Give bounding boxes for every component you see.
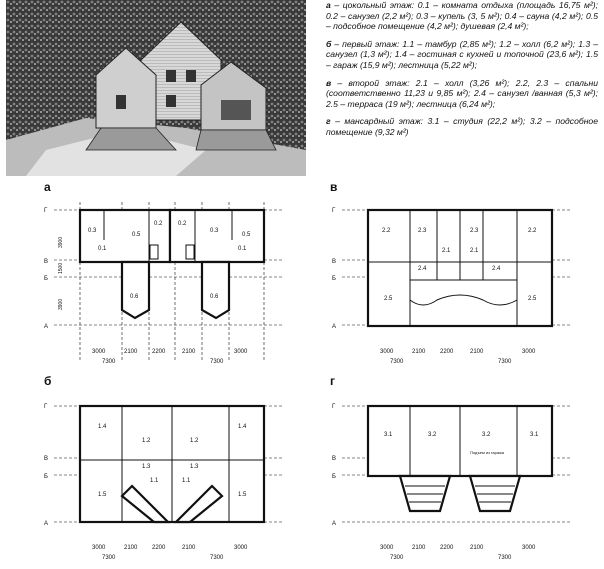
svg-text:А: А — [44, 521, 49, 527]
svg-text:1.2: 1.2 — [190, 438, 199, 444]
legend — [326, 0, 598, 145]
svg-text:7300: 7300 — [498, 555, 512, 561]
legend-item-b: б – первый этаж: 1.1 – тамбур (2,85 м²); 1.2 – холл (6,2 м²); 1.3 – санузел (1,3 м²); 1.4 – гостиная с кухней и топочной (23,6 м²); 1.5 – гараж (15,9 м²); лестница (5,22 м²); — [326, 38, 598, 70]
svg-text:А: А — [332, 324, 337, 330]
svg-text:2100: 2100 — [124, 545, 138, 551]
floor-plan-v — [330, 190, 580, 370]
house-photo — [6, 0, 306, 176]
svg-text:Б: Б — [44, 474, 48, 480]
svg-text:2.2: 2.2 — [528, 228, 537, 234]
plan-letter-a: а — [44, 180, 51, 194]
svg-text:7300: 7300 — [390, 555, 404, 561]
svg-text:2100: 2100 — [124, 349, 138, 355]
annotation-garage-stairs: Подъем из гаража — [470, 450, 504, 455]
svg-text:Г: Г — [44, 208, 48, 214]
svg-text:2.5: 2.5 — [528, 296, 537, 302]
floor-plan-a — [42, 190, 292, 370]
svg-text:А: А — [332, 521, 337, 527]
svg-text:3000: 3000 — [92, 349, 106, 355]
svg-text:2.4: 2.4 — [418, 266, 427, 272]
legend-item-v: в – второй этаж: 2.1 – холл (3,26 м²); 2.2, 2.3 – спальни (соответственно 11,23 и 9,85 м²); 2.4 – санузел /ванная (5,3 м²); 2.5 – терраса (19 м²); лестница (6,24 м²); — [326, 77, 598, 109]
svg-text:Б: Б — [44, 276, 48, 282]
svg-text:1.1: 1.1 — [150, 478, 159, 484]
svg-text:В: В — [44, 259, 49, 265]
svg-text:Г: Г — [332, 404, 336, 410]
svg-text:Б: Б — [332, 276, 336, 282]
svg-text:В: В — [44, 456, 49, 462]
svg-text:3000: 3000 — [380, 545, 394, 551]
svg-text:В: В — [332, 259, 337, 265]
svg-text:2200: 2200 — [440, 545, 454, 551]
plan-letter-v: в — [330, 180, 338, 194]
svg-text:1.4: 1.4 — [238, 424, 247, 430]
svg-text:0.5: 0.5 — [242, 232, 251, 238]
svg-text:Г: Г — [332, 208, 336, 214]
svg-text:0.2: 0.2 — [154, 221, 163, 227]
plan-letter-g: г — [330, 374, 335, 388]
svg-text:0.3: 0.3 — [210, 228, 219, 234]
svg-text:2100: 2100 — [470, 545, 484, 551]
svg-text:1.1: 1.1 — [182, 478, 191, 484]
svg-text:7300: 7300 — [102, 359, 116, 365]
svg-text:1.4: 1.4 — [98, 424, 107, 430]
svg-text:7300: 7300 — [498, 359, 512, 365]
svg-text:0.5: 0.5 — [132, 232, 141, 238]
svg-text:2.4: 2.4 — [492, 266, 501, 272]
svg-text:7300: 7300 — [102, 555, 116, 561]
svg-text:3900: 3900 — [58, 298, 64, 310]
svg-text:3000: 3000 — [380, 349, 394, 355]
svg-text:3.1: 3.1 — [530, 432, 539, 438]
svg-text:В: В — [332, 456, 337, 462]
svg-text:1.2: 1.2 — [142, 438, 151, 444]
svg-text:3000: 3000 — [234, 545, 248, 551]
svg-text:3.2: 3.2 — [428, 432, 437, 438]
svg-text:7300: 7300 — [210, 555, 224, 561]
svg-text:Г: Г — [44, 404, 48, 410]
svg-text:2100: 2100 — [412, 545, 426, 551]
svg-text:2.2: 2.2 — [382, 228, 391, 234]
svg-text:2.3: 2.3 — [470, 228, 479, 234]
svg-text:7300: 7300 — [390, 359, 404, 365]
svg-text:1.3: 1.3 — [142, 464, 151, 470]
svg-text:1.3: 1.3 — [190, 464, 199, 470]
svg-text:0.2: 0.2 — [178, 221, 187, 227]
legend-item-a: а – цокольный этаж: 0.1 – комната отдыха (площадь 16,75 м²); 0.2 – санузел (2,2 м²); 0.3 – купель (3, 5 м²); 0.4 – сауна (4,2 м²); 0.5 – подсобное помещение (4,2 м²); душевая (2,4 м²); — [326, 0, 598, 32]
svg-text:0.1: 0.1 — [238, 246, 247, 252]
svg-text:3000: 3000 — [522, 545, 536, 551]
svg-text:2.1: 2.1 — [470, 248, 479, 254]
svg-text:2200: 2200 — [152, 545, 166, 551]
svg-text:3.1: 3.1 — [384, 432, 393, 438]
floor-plan-g — [330, 386, 580, 566]
legend-item-g: г – мансардный этаж: 3.1 – студия (22,2 м²); 3.2 – подсобное помещение (9,32 м²) — [326, 116, 598, 137]
svg-text:2100: 2100 — [470, 349, 484, 355]
svg-text:1500: 1500 — [58, 262, 64, 274]
svg-text:2200: 2200 — [152, 349, 166, 355]
svg-text:3900: 3900 — [58, 236, 64, 248]
svg-text:0.3: 0.3 — [88, 228, 97, 234]
svg-text:0.6: 0.6 — [130, 294, 139, 300]
svg-text:2200: 2200 — [440, 349, 454, 355]
svg-text:3000: 3000 — [234, 349, 248, 355]
plan-letter-b: б — [44, 374, 52, 388]
svg-text:2.5: 2.5 — [384, 296, 393, 302]
svg-text:7300: 7300 — [210, 359, 224, 365]
svg-text:3.2: 3.2 — [482, 432, 491, 438]
svg-text:0.1: 0.1 — [98, 246, 107, 252]
svg-text:1.5: 1.5 — [98, 492, 107, 498]
svg-text:1.5: 1.5 — [238, 492, 247, 498]
svg-text:2.1: 2.1 — [442, 248, 451, 254]
svg-text:2100: 2100 — [412, 349, 426, 355]
svg-text:А: А — [44, 324, 49, 330]
svg-text:2100: 2100 — [182, 545, 196, 551]
svg-text:3000: 3000 — [522, 349, 536, 355]
svg-text:Б: Б — [332, 474, 336, 480]
svg-text:2100: 2100 — [182, 349, 196, 355]
svg-text:0.6: 0.6 — [210, 294, 219, 300]
svg-text:3000: 3000 — [92, 545, 106, 551]
svg-text:2.3: 2.3 — [418, 228, 427, 234]
floor-plan-b — [42, 386, 292, 566]
